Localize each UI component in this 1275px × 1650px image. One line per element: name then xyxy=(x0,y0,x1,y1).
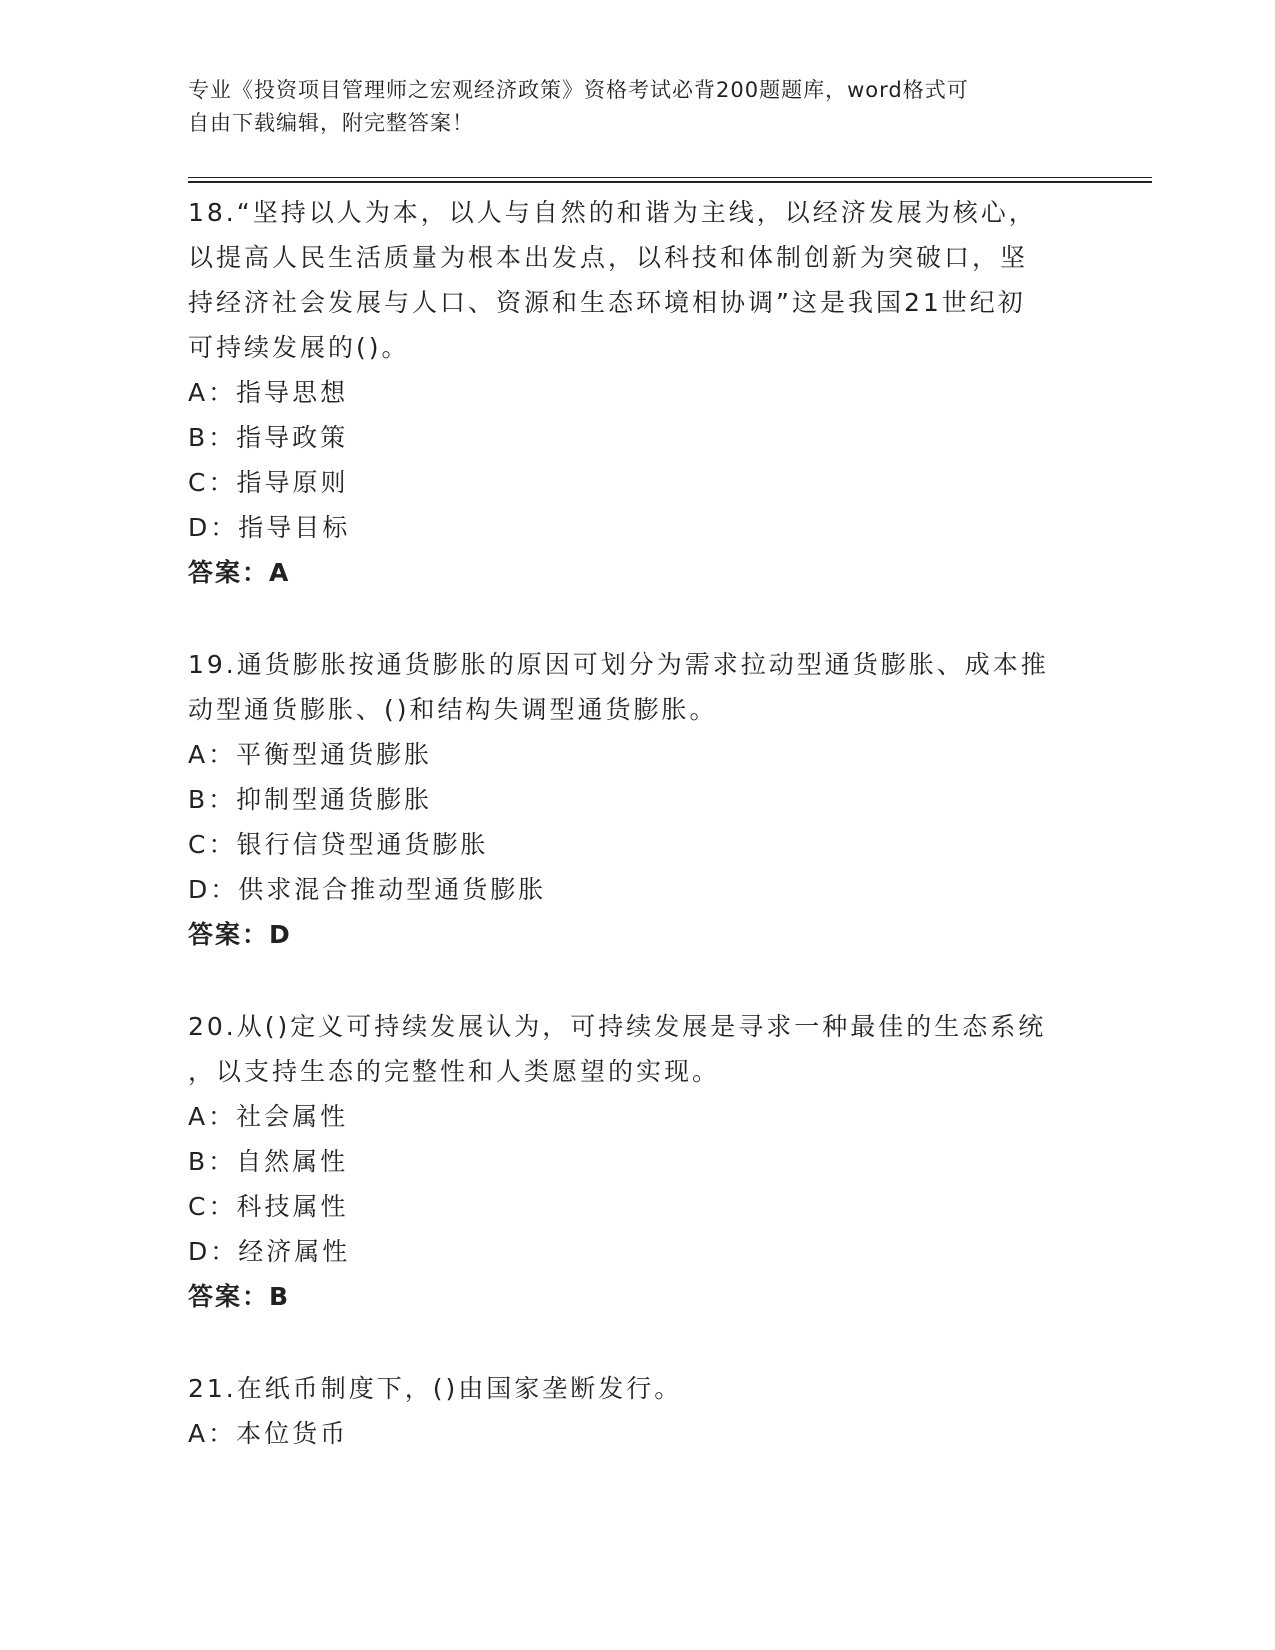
option-d: D：指导目标 xyxy=(188,513,351,542)
option-c: C：银行信贷型通货膨胀 xyxy=(188,830,489,859)
question-line: 可持续发展的()。 xyxy=(188,333,410,362)
option-d: D：供求混合推动型通货膨胀 xyxy=(188,875,547,904)
option-b: B：自然属性 xyxy=(188,1147,349,1176)
header-line: 自由下载编辑，附完整答案！ xyxy=(188,111,474,135)
question-21 xyxy=(188,1366,1088,1456)
question-line: 20.从()定义可持续发展认为，可持续发展是寻求一种最佳的生态系统 xyxy=(188,1012,1047,1041)
document-header xyxy=(188,74,1068,140)
option-d: D：经济属性 xyxy=(188,1237,351,1266)
question-line: 21.在纸币制度下，()由国家垄断发行。 xyxy=(188,1374,683,1403)
question-line: 18.“坚持以人为本，以人与自然的和谐为主线，以经济发展为核心， xyxy=(188,198,1037,227)
question-line: 动型通货膨胀、()和结构失调型通货膨胀。 xyxy=(188,695,718,724)
answer: 答案：A xyxy=(188,558,291,587)
option-a: A：平衡型通货膨胀 xyxy=(188,740,433,769)
question-20 xyxy=(188,1004,1088,1319)
question-line: 持经济社会发展与人口、资源和生态环境相协调”这是我国21世纪初 xyxy=(188,288,1026,317)
header-divider xyxy=(188,181,1152,183)
question-text xyxy=(188,1366,1088,1411)
option-a: A：本位货币 xyxy=(188,1419,349,1448)
option-b: B：抑制型通货膨胀 xyxy=(188,785,433,814)
question-text xyxy=(188,190,1088,370)
answer: 答案：D xyxy=(188,920,292,949)
question-text xyxy=(188,642,1088,732)
question-line: 以提高人民生活质量为根本出发点，以科技和体制创新为突破口，坚 xyxy=(188,243,1029,272)
option-a: A：指导思想 xyxy=(188,378,349,407)
question-line: 19.通货膨胀按通货膨胀的原因可划分为需求拉动型通货膨胀、成本推 xyxy=(188,650,1049,679)
option-b: B：指导政策 xyxy=(188,423,349,452)
answer: 答案：B xyxy=(188,1282,291,1311)
option-c: C：指导原则 xyxy=(188,468,349,497)
question-text xyxy=(188,1004,1088,1094)
question-line: ，以支持生态的完整性和人类愿望的实现。 xyxy=(188,1057,721,1086)
question-19 xyxy=(188,642,1088,957)
question-18 xyxy=(188,190,1088,595)
header-line: 专业《投资项目管理师之宏观经济政策》资格考试必背200题题库，word格式可 xyxy=(188,78,969,102)
option-c: C：科技属性 xyxy=(188,1192,349,1221)
option-a: A：社会属性 xyxy=(188,1102,349,1131)
question-list xyxy=(188,190,1088,1503)
header-divider xyxy=(188,177,1152,178)
